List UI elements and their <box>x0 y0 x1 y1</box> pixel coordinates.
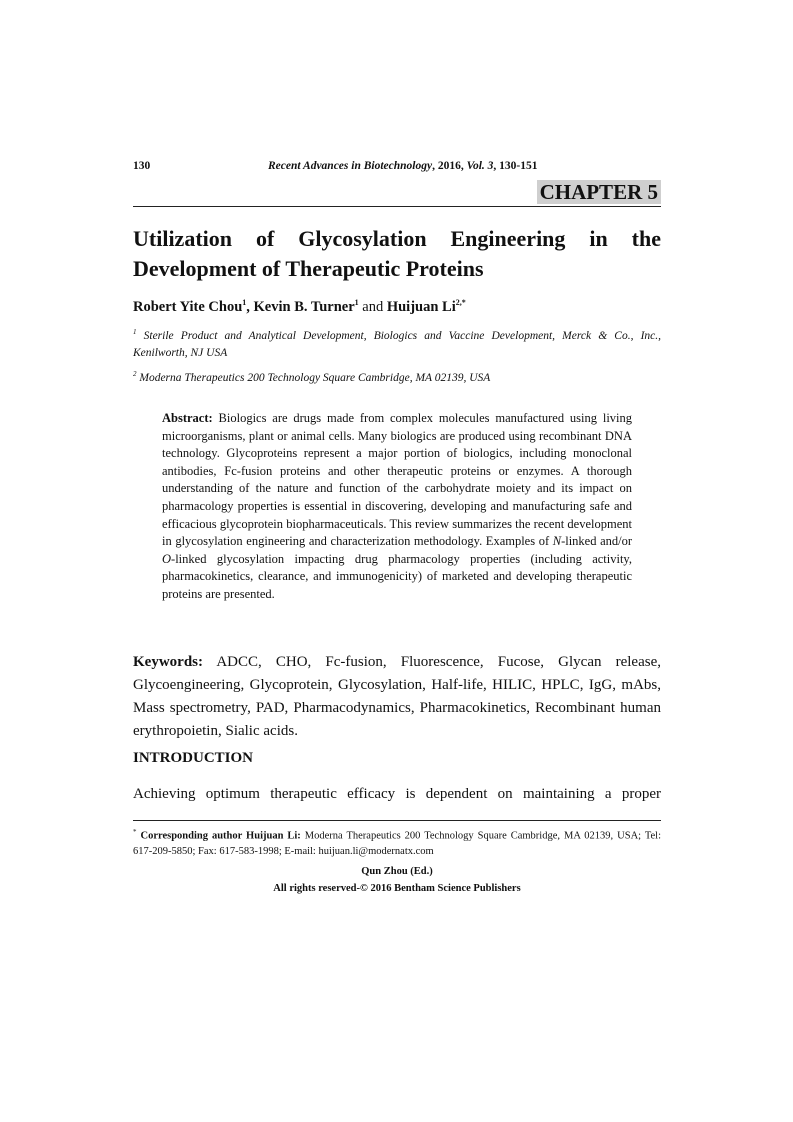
affiliation <box>133 366 661 387</box>
abstract-italic-o: O <box>162 551 172 566</box>
keywords-text: ADCC, CHO, Fc-fusion, Fluorescence, Fucose, Glycan release, Glycoengineering, Glycoprotein, Glycosylation, Half-life, HILIC, HPLC, IgG, mAbs, Mass spectrometry, PAD, Pharmacodynamics, Pharmacokinetics, Recombinant human erythropoietin, Sialic acids. <box>133 654 661 739</box>
author-name: Huijuan Li <box>386 298 456 315</box>
abstract-italic-n: N <box>552 534 562 549</box>
journal-name: Recent Advances in Biotechnology <box>268 160 433 172</box>
journal-year: , 2016, <box>432 160 467 172</box>
abstract-text: -linked glycosylation impacting drug pharmacology properties (including activity, pharmacokinetics, clearance, and immunogenicity) of marketed and developing therapeutic proteins are presented. <box>162 551 632 601</box>
header-rule <box>133 206 661 207</box>
author-separator: , <box>246 298 254 315</box>
body-text: Achieving optimum therapeutic efficacy is dependent on maintaining a proper <box>133 786 661 802</box>
title-line-1: Utilization of Glycosylation Engineering in the <box>133 226 661 251</box>
journal-pages: , 130-151 <box>493 160 538 172</box>
chapter-label: CHAPTER 5 <box>537 180 661 204</box>
author-affil-marker: 1 <box>354 298 359 307</box>
author-list <box>133 298 466 316</box>
abstract-label: Abstract: <box>162 411 213 425</box>
copyright-notice: All rights reserved-© 2016 Bentham Science Publishers <box>273 883 521 894</box>
affiliation-text: Moderna Therapeutics 200 Technology Square Cambridge, MA 02139, USA <box>139 371 491 384</box>
affiliation-marker: 2 <box>133 370 137 378</box>
affiliation <box>133 324 661 362</box>
author-name: Kevin B. Turner <box>253 298 355 315</box>
footnote <box>133 825 661 860</box>
affiliation-text: Sterile Product and Analytical Development, Biologics and Vaccine Development, Merck & Co., Inc., Kenilworth, NJ USA <box>133 329 662 359</box>
chapter-title <box>133 224 661 284</box>
running-head <box>268 160 538 172</box>
editor-credit: Qun Zhou (Ed.) <box>361 866 433 877</box>
footnote-label: Corresponding author Huijuan Li: <box>140 830 301 842</box>
author-affil-marker: 1 <box>242 298 247 307</box>
footnote-marker: * <box>133 828 137 836</box>
page-number: 130 <box>133 160 151 172</box>
abstract-text: -linked and/or <box>561 534 633 549</box>
section-heading: INTRODUCTION <box>133 750 254 766</box>
abstract <box>162 410 632 604</box>
footnote-rule <box>133 820 661 821</box>
keywords-label: Keywords: <box>133 654 203 670</box>
abstract-text: Biologics are drugs made from complex molecules manufactured using living microorganisms, plant or animal cells. Many biologics are produced using recombinant DNA technology. Glycoproteins represent a major portion of biologics, including monoclonal antibodies, Fc-fusion proteins and other therapeutic proteins or enzymes. A thorough understanding of the nature and function of the carbohydrate moiety and its impact on pharmacology properties is essential in discovering, developing and manufacturing safe and efficacious glycoprotein biopharmaceuticals. This review summarizes the recent development in glycosylation engineering and characterization methodology. Examples of <box>162 411 633 549</box>
journal-volume: Vol. 3 <box>466 160 494 172</box>
footnote-text: Moderna Therapeutics 200 Technology Square Cambridge, MA 02139, USA; Tel: 617-209-5850; Fax: 617-583-1998; E-mail: huijuan.li@modernatx.com <box>133 830 662 857</box>
affiliation-marker: 1 <box>133 328 137 336</box>
author-name: Robert Yite Chou <box>133 298 243 315</box>
author-separator: and <box>358 298 387 315</box>
title-line-2: Development of Therapeutic Proteins <box>133 256 484 281</box>
keywords <box>133 651 661 743</box>
author-affil-marker: 2,* <box>455 298 466 307</box>
